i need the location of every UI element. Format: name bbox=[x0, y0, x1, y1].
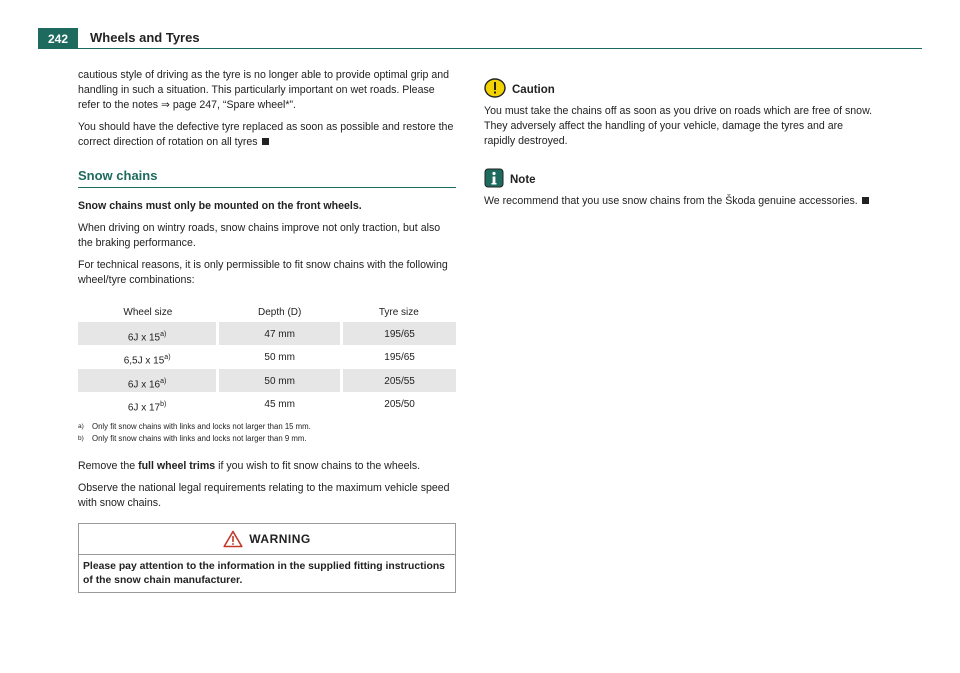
cell-tyre-size: 195/65 bbox=[342, 322, 456, 345]
lead-sentence: Snow chains must only be mounted on the front wheels. bbox=[78, 200, 362, 212]
caution-text: You must take the chains off as soon as you drive on roads which are free of snow. They adversely affect the handling of your vehicle, damage the tyres and are rapidly destroyed. bbox=[484, 105, 873, 147]
footnote bbox=[78, 433, 456, 445]
cell-depth: 45 mm bbox=[218, 392, 342, 415]
footnote bbox=[78, 421, 456, 433]
end-of-section-icon bbox=[262, 138, 269, 145]
table-footnotes bbox=[78, 421, 456, 445]
page-header bbox=[38, 28, 922, 49]
note-header bbox=[484, 168, 874, 188]
footnote-mark: b) bbox=[160, 400, 167, 408]
footnote-mark: a) bbox=[164, 354, 171, 362]
right-column bbox=[484, 78, 874, 216]
paragraph-traction: When driving on wintry roads, snow chains improve not only traction, but also the braking performance. bbox=[78, 222, 441, 249]
table-row bbox=[78, 322, 456, 345]
footnote-mark: a) bbox=[78, 423, 84, 431]
cell-depth: 50 mm bbox=[218, 369, 342, 392]
note-info-icon bbox=[484, 168, 504, 188]
cell-wheel-size: 6J x 15$^{a)}$ bbox=[78, 322, 218, 345]
cell-tyre-size: 205/55 bbox=[342, 369, 456, 392]
cell-wheel-size: 6J x 16$^{a)}$ bbox=[78, 369, 218, 392]
footnote-text: Only fit snow chains with links and locks not larger than 15 mm. bbox=[92, 422, 311, 432]
caution-exclamation-icon bbox=[484, 78, 506, 98]
warning-header bbox=[79, 524, 455, 555]
table-header-row bbox=[78, 302, 456, 322]
caution-title: Caution bbox=[512, 84, 555, 96]
warning-box bbox=[78, 523, 456, 593]
warning-triangle-icon bbox=[223, 530, 243, 548]
warning-text: Please pay attention to the information in the supplied fitting instructions of the snow chain manufacturer. bbox=[83, 561, 445, 587]
paragraph-replace-tyre-text: You should have the defective tyre replaced as soon as possible and restore the correct direction of rotation on all tyres bbox=[78, 121, 454, 148]
page-number: 242 bbox=[38, 28, 78, 48]
warning-title: WARNING bbox=[249, 531, 311, 546]
footnote-mark: a) bbox=[160, 331, 167, 338]
table-row bbox=[78, 392, 456, 415]
column-header-tyre-size: Tyre size bbox=[378, 306, 419, 318]
column-header-depth: Depth (D) bbox=[258, 306, 302, 318]
cell-tyre-size: 205/50 bbox=[384, 398, 415, 410]
cell-depth: 47 mm bbox=[218, 322, 342, 345]
paragraph-combinations: For technical reasons, it is only permissible to fit snow chains with the following wheel/tyre combinations: bbox=[78, 259, 448, 286]
note-title: Note bbox=[510, 174, 536, 186]
footnote-mark: a) bbox=[160, 377, 167, 385]
paragraph-legal-requirements: Observe the national legal requirements relating to the maximum vehicle speed with snow chains. bbox=[78, 482, 450, 510]
caution-header bbox=[484, 78, 874, 98]
paragraph-wheel-trims: Remove the full wheel trims if you wish to fit snow chains to the wheels. bbox=[78, 460, 421, 473]
chapter-title: Wheels and Tyres bbox=[90, 30, 200, 45]
cell-depth: 50 mm bbox=[218, 345, 342, 368]
wheel-trims-emphasis: full wheel trims bbox=[138, 460, 216, 473]
section-title-snow-chains: Snow chains bbox=[78, 168, 456, 188]
paragraph-replace-tyre bbox=[78, 120, 456, 150]
column-header-wheel-size: Wheel size bbox=[123, 306, 173, 318]
snow-chain-table bbox=[78, 302, 456, 415]
cell-wheel-size: 6J x 17$^{b)}$ bbox=[78, 392, 218, 415]
table-row bbox=[78, 345, 456, 368]
cell-tyre-size: 195/65 bbox=[384, 352, 415, 364]
left-column bbox=[78, 68, 456, 593]
note-text-paragraph bbox=[484, 194, 874, 209]
table-row bbox=[78, 369, 456, 392]
footnote-text: Only fit snow chains with links and locks not larger than 9 mm. bbox=[92, 434, 307, 444]
footnote-mark: b) bbox=[78, 435, 84, 443]
paragraph-continuation: cautious style of driving as the tyre is no longer able to provide optimal grip and handling in such a situation. This particularly important on wet roads. Please refer to the notes ⇒ page 247, “Spare wheel*”. bbox=[78, 69, 449, 111]
note-text: We recommend that you use snow chains from the Škoda genuine accessories. bbox=[484, 195, 858, 207]
cell-wheel-size: 6,5J x 15$^{a)}$ bbox=[78, 345, 218, 368]
end-of-section-icon bbox=[862, 197, 869, 204]
